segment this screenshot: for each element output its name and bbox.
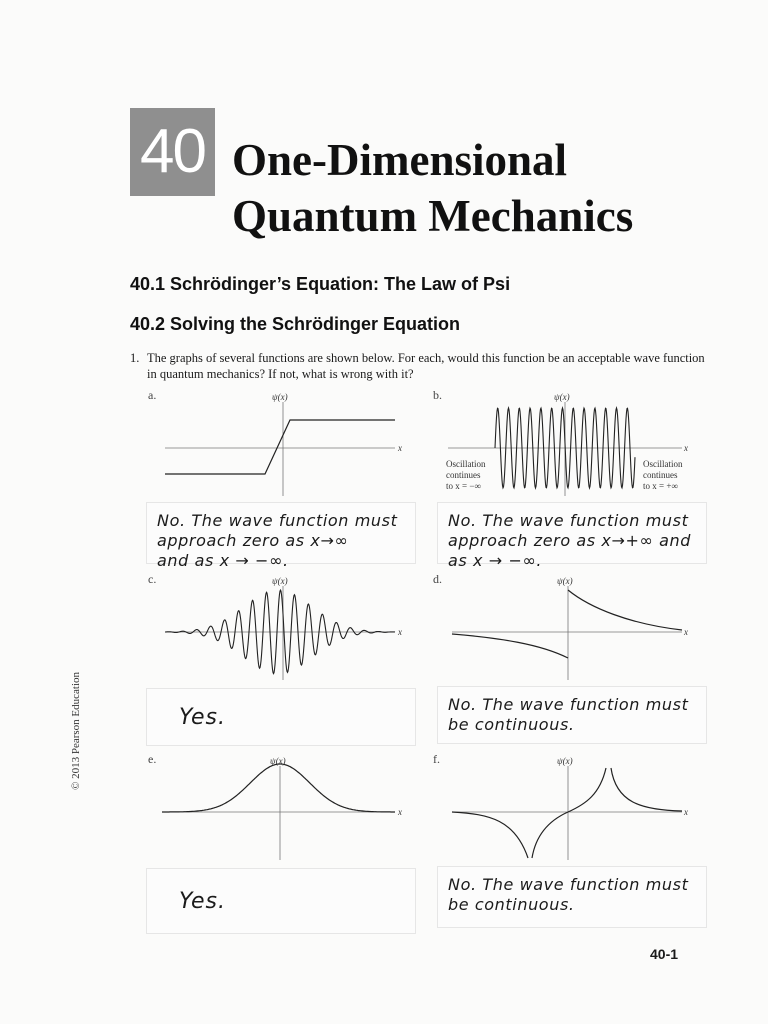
question-number: 1. — [130, 351, 140, 365]
graph-f-x-label: x — [684, 807, 688, 817]
graph-a-axis-label: ψ(x) — [272, 392, 288, 402]
answer-e: Yes. — [179, 889, 227, 914]
graph-f-curve-right — [611, 768, 682, 811]
section-heading-40-1: 40.1 Schrödinger’s Equation: The Law of Psi — [130, 274, 511, 294]
graph-e — [150, 754, 410, 864]
part-label-f: f. — [433, 752, 440, 766]
part-label-d: d. — [433, 572, 442, 586]
part-label-e: e. — [148, 752, 157, 766]
graph-b-right-note-1: Oscillation — [643, 459, 683, 469]
graph-f — [440, 754, 700, 864]
graph-b-right-note-2: continues — [643, 470, 678, 480]
graph-f-axis-label: ψ(x) — [557, 756, 573, 766]
graph-f-curve-left — [452, 812, 528, 858]
question-text: The graphs of several functions are shown below. For each, would this function be an acceptable wave function in quantum mechanics? If not, what is wrong with it? — [147, 351, 705, 381]
answer-box-c[interactable] — [146, 688, 416, 746]
answer-box-f[interactable] — [437, 866, 707, 928]
answer-box-d[interactable] — [437, 686, 707, 744]
graph-f-curve-mid-left — [532, 812, 568, 858]
graph-c-x-label: x — [398, 627, 402, 637]
graph-b — [440, 390, 700, 500]
answer-b: No. The wave function must approach zero as x→+∞ and as x → −∞. — [448, 511, 692, 570]
chapter-title-line2: Quantum Mechanics — [232, 191, 634, 241]
graph-e-curve — [162, 764, 395, 812]
graph-c — [150, 574, 410, 684]
part-label-a: a. — [148, 388, 157, 402]
graph-d-axis-label: ψ(x) — [557, 576, 573, 586]
answer-c: Yes. — [179, 705, 227, 730]
graph-e-axis-label: ψ(x) — [270, 756, 286, 766]
answer-f: No. The wave function must be continuous. — [448, 875, 689, 914]
graph-b-left-note-3: to x = −∞ — [446, 481, 481, 491]
copyright-notice: © 2013 Pearson Education — [70, 671, 82, 790]
graph-b-left-note-1: Oscillation — [446, 459, 486, 469]
chapter-title-line1: One-Dimensional — [232, 135, 568, 185]
graph-a-x-label: x — [398, 443, 402, 453]
graph-e-x-label: x — [398, 807, 402, 817]
graph-a-curve — [165, 420, 395, 474]
graph-c-axis-label: ψ(x) — [272, 576, 288, 586]
graph-f-curve-mid-right — [568, 768, 606, 812]
chapter-number-box: 40 — [130, 108, 215, 196]
answer-box-e[interactable] — [146, 868, 416, 934]
graph-b-x-label: x — [684, 443, 688, 453]
graph-b-axis-label: ψ(x) — [554, 392, 570, 402]
graph-a — [150, 390, 410, 500]
part-label-c: c. — [148, 572, 157, 586]
chapter-title — [232, 132, 633, 244]
part-label-b: b. — [433, 388, 442, 402]
page-number: 40-1 — [650, 946, 679, 962]
graph-b-left-note-2: continues — [446, 470, 481, 480]
graph-b-right-note-3: to x = +∞ — [643, 481, 678, 491]
graph-d-curve-left — [452, 634, 568, 658]
answer-d: No. The wave function must be continuous. — [448, 695, 689, 734]
answer-box-a[interactable] — [146, 502, 416, 570]
graph-d-curve-right — [568, 590, 682, 630]
answer-a: No. The wave function must approach zero as x→∞ and as x → −∞. — [157, 511, 398, 570]
graph-d-x-label: x — [684, 627, 688, 637]
section-heading-40-2: 40.2 Solving the Schrödinger Equation — [130, 314, 461, 334]
graph-d — [440, 574, 700, 684]
answer-box-b[interactable] — [437, 502, 707, 570]
